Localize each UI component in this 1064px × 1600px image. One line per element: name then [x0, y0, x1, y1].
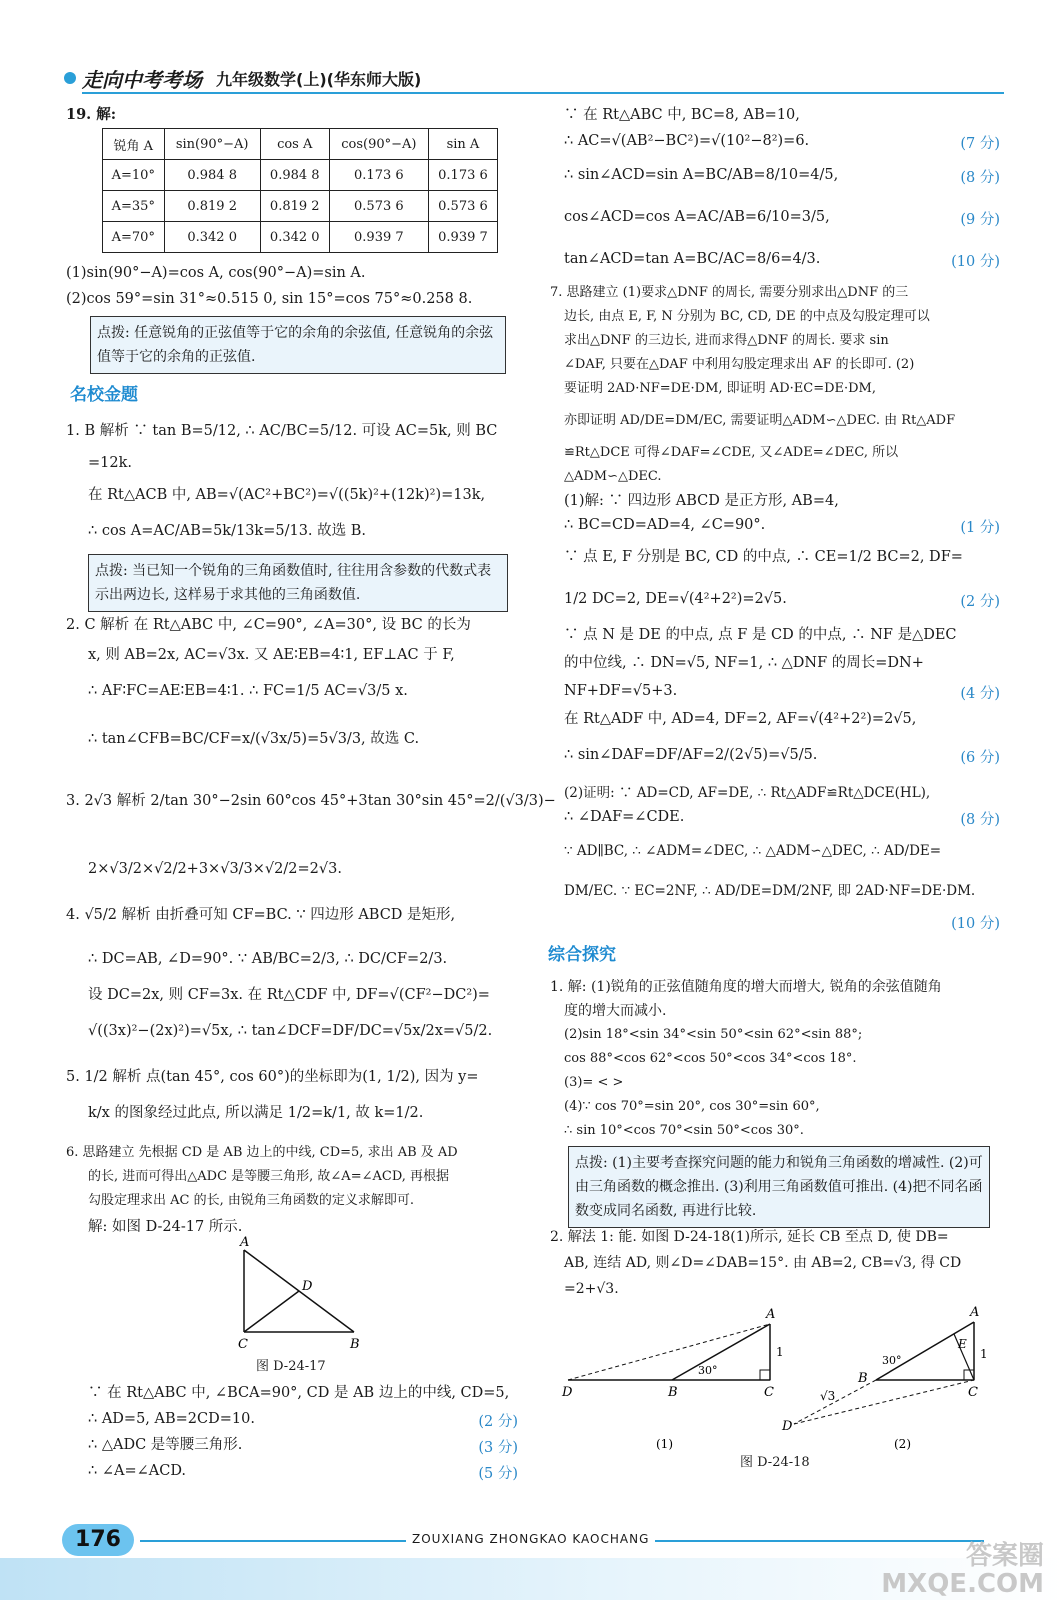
fig-label: A	[240, 1236, 250, 1250]
fig-line	[244, 1291, 299, 1332]
right-angle-mark	[964, 1370, 974, 1380]
table-header: 锐角 A	[103, 129, 165, 160]
text-line: ∴ sin∠DAF=DF/AF=2/(2√5)=√5/5.	[564, 747, 818, 763]
text-line: (1)sin(90°−A)=cos A, cos(90°−A)=sin A.	[66, 265, 366, 281]
text-line: ∴ ∠A=∠ACD.	[88, 1463, 187, 1479]
text-line: =2+√3.	[564, 1281, 619, 1297]
text-line: (3)= < >	[564, 1075, 624, 1090]
section-title: 综合探究	[548, 945, 616, 965]
text-line: 7. 思路建立 (1)要求△DNF 的周长, 需要分别求出△DNF 的三	[550, 285, 909, 300]
text-line: cos 88°<cos 62°<cos 50°<cos 34°<cos 18°.	[564, 1051, 857, 1066]
figure-d-24-18	[560, 1304, 1000, 1464]
text-line: 设 DC=2x, 则 CF=3x. 在 Rt△CDF 中, DF=√(CF²−DC²)=	[88, 987, 490, 1003]
score-mark: (8 分)	[960, 170, 1000, 186]
fig-label: B	[858, 1371, 868, 1386]
tip-box: 点拨: (1)主要考查探究问题的能力和锐角三角函数的增减性. (2)可由三角函数的概念推出. (3)利用三角函数值可推出. (4)把不同名函数变成同名函数, 再进行比较.	[568, 1146, 990, 1228]
text-line: (2)证明: ∵ AD=CD, AF=DE, ∴ Rt△ADF≌Rt△DCE(HL),	[564, 785, 931, 801]
text-line: ∵ 点 N 是 DE 的中点, 点 F 是 CD 的中点, ∴ NF 是△DEC	[564, 627, 957, 643]
footer-text: ZOUXIANG ZHONGKAO KAOCHANG	[406, 1532, 655, 1546]
score-mark: (2 分)	[478, 1414, 518, 1430]
fig-line	[672, 1324, 770, 1380]
text-line: ∴ DC=AB, ∠D=90°. ∵ AB/BC=2/3, ∴ DC/CF=2/3.	[88, 951, 448, 967]
right-angle-mark	[760, 1370, 770, 1380]
text-line: 求出△DNF 的三边长, 进而求得△DNF 的周长. 要求 sin	[564, 333, 889, 348]
tip-box: 点拨: 当已知一个锐角的三角函数值时, 往往用含参数的代数式表示出两边长, 这样易于求其他的三角函数值.	[88, 554, 508, 612]
fig-sublabel: (2)	[894, 1437, 911, 1451]
text-line: 2×√3/2×√2/2+3×√3/3×√2/2=2√3.	[88, 861, 342, 877]
table-cell: 0.173 6	[329, 160, 428, 191]
score-mark: (10 分)	[951, 254, 1000, 270]
figure-caption: 图 D-24-18	[740, 1455, 810, 1470]
text-line: 边长, 由点 E, F, N 分别为 BC, CD, DE 的中点及勾股定理可以	[564, 309, 930, 324]
text-line: 2. 解法 1: 能. 如图 D-24-18(1)所示, 延长 CB 至点 D, 使 DB=	[550, 1229, 949, 1245]
fig-dashed-line	[568, 1324, 770, 1380]
table-cell: 0.819 2	[260, 191, 329, 222]
fig-label: B	[350, 1337, 360, 1352]
figure-d-24-17	[230, 1236, 370, 1354]
figure-caption: 图 D-24-17	[256, 1359, 326, 1374]
text-line: ∴ △ADC 是等腰三角形.	[88, 1437, 243, 1453]
text-line: ∵ 点 E, F 分别是 BC, CD 的中点, ∴ CE=1/2 BC=2, DF=	[564, 549, 963, 565]
text-line: 3. 2√3 解析 2/tan 30°−2sin 60°cos 45°+3tan 30°sin 45°=2/(√3/3)−	[66, 793, 556, 809]
text-line: DM/EC. ∵ EC=2NF, ∴ AD/DE=DM/2NF, 即 2AD·NF=DE·DM.	[564, 883, 976, 899]
text-line: ∵ 在 Rt△ABC 中, ∠BCA=90°, CD 是 AB 边上的中线, CD=5,	[88, 1385, 510, 1401]
fig-label: E	[958, 1337, 967, 1351]
table-cell: A=35°	[103, 191, 165, 222]
score-mark: (3 分)	[478, 1440, 518, 1456]
text-line: 4. √5/2 解析 由折叠可知 CF=BC. ∵ 四边形 ABCD 是矩形,	[66, 907, 456, 923]
score-mark: (2 分)	[960, 594, 1000, 610]
text-line: ≌Rt△DCE 可得∠DAF=∠CDE, 又∠ADE=∠DEC, 所以	[564, 445, 899, 460]
fig-label: √3	[820, 1389, 836, 1403]
q19-label: 19. 解:	[66, 106, 117, 123]
table-cell: 0.342 0	[260, 222, 329, 253]
text-line: 要证明 2AD·NF=DE·DM, 即证明 AD·EC=DE·DM,	[564, 381, 876, 396]
text-line: (2)sin 18°<sin 34°<sin 50°<sin 62°<sin 88°;	[564, 1027, 863, 1042]
text-line: ∴ ∠DAF=∠CDE.	[564, 809, 685, 825]
text-line: 1/2 DC=2, DE=√(4²+2²)=2√5.	[564, 591, 787, 607]
header-rule	[82, 92, 1004, 94]
text-line: 2. C 解析 在 Rt△ABC 中, ∠C=90°, ∠A=30°, 设 BC 的长为	[66, 617, 471, 633]
fig-label: C	[238, 1337, 248, 1352]
table-cell: 0.819 2	[164, 191, 260, 222]
text-line: tan∠ACD=tan A=BC/AC=8/6=4/3.	[564, 251, 821, 267]
text-line: (2)cos 59°=sin 31°≈0.515 0, sin 15°=cos 75°≈0.258 8.	[66, 291, 473, 307]
table-cell: 0.984 8	[164, 160, 260, 191]
table-header: cos A	[260, 129, 329, 160]
text-line: ∴ tan∠CFB=BC/CF=x/(√3x/5)=5√3/3, 故选 C.	[88, 731, 420, 747]
text-line: △ADM∽△DEC.	[564, 469, 662, 484]
text-line: x, 则 AB=2x, AC=√3x. 又 AE∶EB=4∶1, EF⊥AC 于 F,	[88, 647, 455, 663]
text-line: 度的增大而减小.	[564, 1003, 667, 1019]
fig-label: 30°	[698, 1364, 718, 1377]
left-column	[66, 104, 556, 1514]
tip-box: 点拨: 任意锐角的正弦值等于它的余角的余弦值, 任意锐角的余弦值等于它的余角的正弦值.	[90, 316, 506, 374]
fig-label: 1	[980, 1347, 988, 1361]
fig-sublabel: (1)	[656, 1437, 673, 1451]
fig-line	[876, 1322, 974, 1380]
header-bullet-icon	[64, 72, 76, 84]
page-header	[64, 62, 1004, 98]
text-line: NF+DF=√5+3.	[564, 683, 678, 699]
table-row	[103, 222, 498, 253]
score-mark: (10 分)	[951, 916, 1000, 932]
page-footer	[0, 1520, 1064, 1600]
score-mark: (8 分)	[960, 812, 1000, 828]
text-line: (1)解: ∵ 四边形 ABCD 是正方形, AB=4,	[564, 493, 839, 509]
section-title: 名校金题	[70, 385, 138, 405]
text-line: =12k.	[88, 455, 132, 471]
text-line: 解: 如图 D-24-17 所示.	[88, 1219, 243, 1235]
fig-label: D	[782, 1419, 793, 1434]
table-cell: A=70°	[103, 222, 165, 253]
score-mark: (7 分)	[960, 136, 1000, 152]
text-line: k/x 的图象经过此点, 所以满足 1/2=k/1, 故 k=1/2.	[88, 1105, 424, 1121]
right-column	[550, 104, 1000, 1514]
trig-table	[102, 128, 498, 253]
fig-label: 30°	[882, 1354, 902, 1367]
book-subtitle: 九年级数学(上)(华东师大版)	[216, 70, 422, 89]
text-line: ∵ AD∥BC, ∴ ∠ADM=∠DEC, ∴ △ADM∽△DEC, ∴ AD/DE=	[564, 843, 942, 859]
table-row	[103, 191, 498, 222]
table-header: sin A	[428, 129, 497, 160]
fig-label: D	[562, 1385, 573, 1400]
text-line: ∠DAF, 只要在△DAF 中利用勾股定理求出 AF 的长即可. (2)	[564, 357, 915, 372]
text-line: ∴ BC=CD=AD=4, ∠C=90°.	[564, 517, 766, 533]
text-line: 的长, 进而可得出△ADC 是等腰三角形, 故∠A=∠ACD, 再根据	[88, 1169, 450, 1184]
text-line: ∴ AC=√(AB²−BC²)=√(10²−8²)=6.	[564, 133, 810, 149]
text-line: ∴ AF∶FC=AE∶EB=4∶1. ∴ FC=1/5 AC=√3/5 x.	[88, 683, 408, 699]
text-line: AB, 连结 AD, 则∠D=∠DAB=15°. 由 AB=2, CB=√3, 得 CD	[564, 1255, 962, 1271]
watermark-logo: 答案圈 MXQE.COM	[881, 1541, 1044, 1599]
text-line: 1. 解: (1)锐角的正弦值随角度的增大而增大, 锐角的余弦值随角	[550, 979, 942, 995]
text-line: cos∠ACD=cos A=AC/AB=6/10=3/5,	[564, 209, 830, 225]
table-header: sin(90°−A)	[164, 129, 260, 160]
text-line: 5. 1/2 解析 点(tan 45°, cos 60°)的坐标即为(1, 1/2), 因为 y=	[66, 1069, 479, 1085]
text-line: ∴ sin∠ACD=sin A=BC/AB=8/10=4/5,	[564, 167, 839, 183]
text-line: ∴ AD=5, AB=2CD=10.	[88, 1411, 255, 1427]
text-line: 在 Rt△ACB 中, AB=√(AC²+BC²)=√((5k)²+(12k)²)=13k,	[88, 487, 486, 503]
text-line: 1. B 解析 ∵ tan B=5/12, ∴ AC/BC=5/12. 可设 AC=5k, 则 BC	[66, 423, 498, 439]
book-title: 走向中考考场	[82, 68, 202, 92]
table-cell: 0.573 6	[428, 191, 497, 222]
fig-label: C	[764, 1385, 774, 1400]
text-line: ∵ 在 Rt△ABC 中, BC=8, AB=10,	[564, 107, 800, 123]
text-line: √((3x)²−(2x)²)=√5x, ∴ tan∠DCF=DF/DC=√5x/2x=√5/2.	[88, 1023, 493, 1039]
score-mark: (5 分)	[478, 1466, 518, 1482]
fig-label: A	[766, 1307, 776, 1322]
table-cell: A=10°	[103, 160, 165, 191]
fig-label: C	[968, 1385, 978, 1400]
table-cell: 0.342 0	[164, 222, 260, 253]
score-mark: (1 分)	[960, 520, 1000, 536]
table-cell: 0.939 7	[428, 222, 497, 253]
fig-label: A	[970, 1305, 980, 1320]
text-line: 6. 思路建立 先根据 CD 是 AB 边上的中线, CD=5, 求出 AB 及 AD	[66, 1145, 458, 1160]
table-header: cos(90°−A)	[329, 129, 428, 160]
text-line: 在 Rt△ADF 中, AD=4, DF=2, AF=√(4²+2²)=2√5,	[564, 711, 917, 727]
page-number: 176	[62, 1524, 134, 1556]
table-cell: 0.939 7	[329, 222, 428, 253]
text-line: ∴ cos A=AC/AB=5k/13k=5/13. 故选 B.	[88, 523, 367, 539]
score-mark: (6 分)	[960, 750, 1000, 766]
text-line: 亦即证明 AD/DE=DM/EC, 需要证明△ADM∽△DEC. 由 Rt△ADF	[564, 413, 956, 428]
fig-label: B	[668, 1385, 678, 1400]
fig-label: D	[302, 1279, 313, 1294]
text-line: ∴ sin 10°<cos 70°<sin 50°<cos 30°.	[564, 1123, 804, 1138]
score-mark: (4 分)	[960, 686, 1000, 702]
table-row	[103, 160, 498, 191]
text-line: 的中位线, ∴ DN=√5, NF=1, ∴ △DNF 的周长=DN+	[564, 655, 924, 671]
table-cell: 0.573 6	[329, 191, 428, 222]
score-mark: (9 分)	[960, 212, 1000, 228]
fig-label: 1	[776, 1345, 784, 1359]
text-line: 勾股定理求出 AC 的长, 由锐角三角函数的定义求解即可.	[88, 1193, 414, 1208]
table-cell: 0.173 6	[428, 160, 497, 191]
table-row	[103, 129, 498, 160]
text-line: (4)∵ cos 70°=sin 20°, cos 30°=sin 60°,	[564, 1099, 820, 1114]
table-cell: 0.984 8	[260, 160, 329, 191]
